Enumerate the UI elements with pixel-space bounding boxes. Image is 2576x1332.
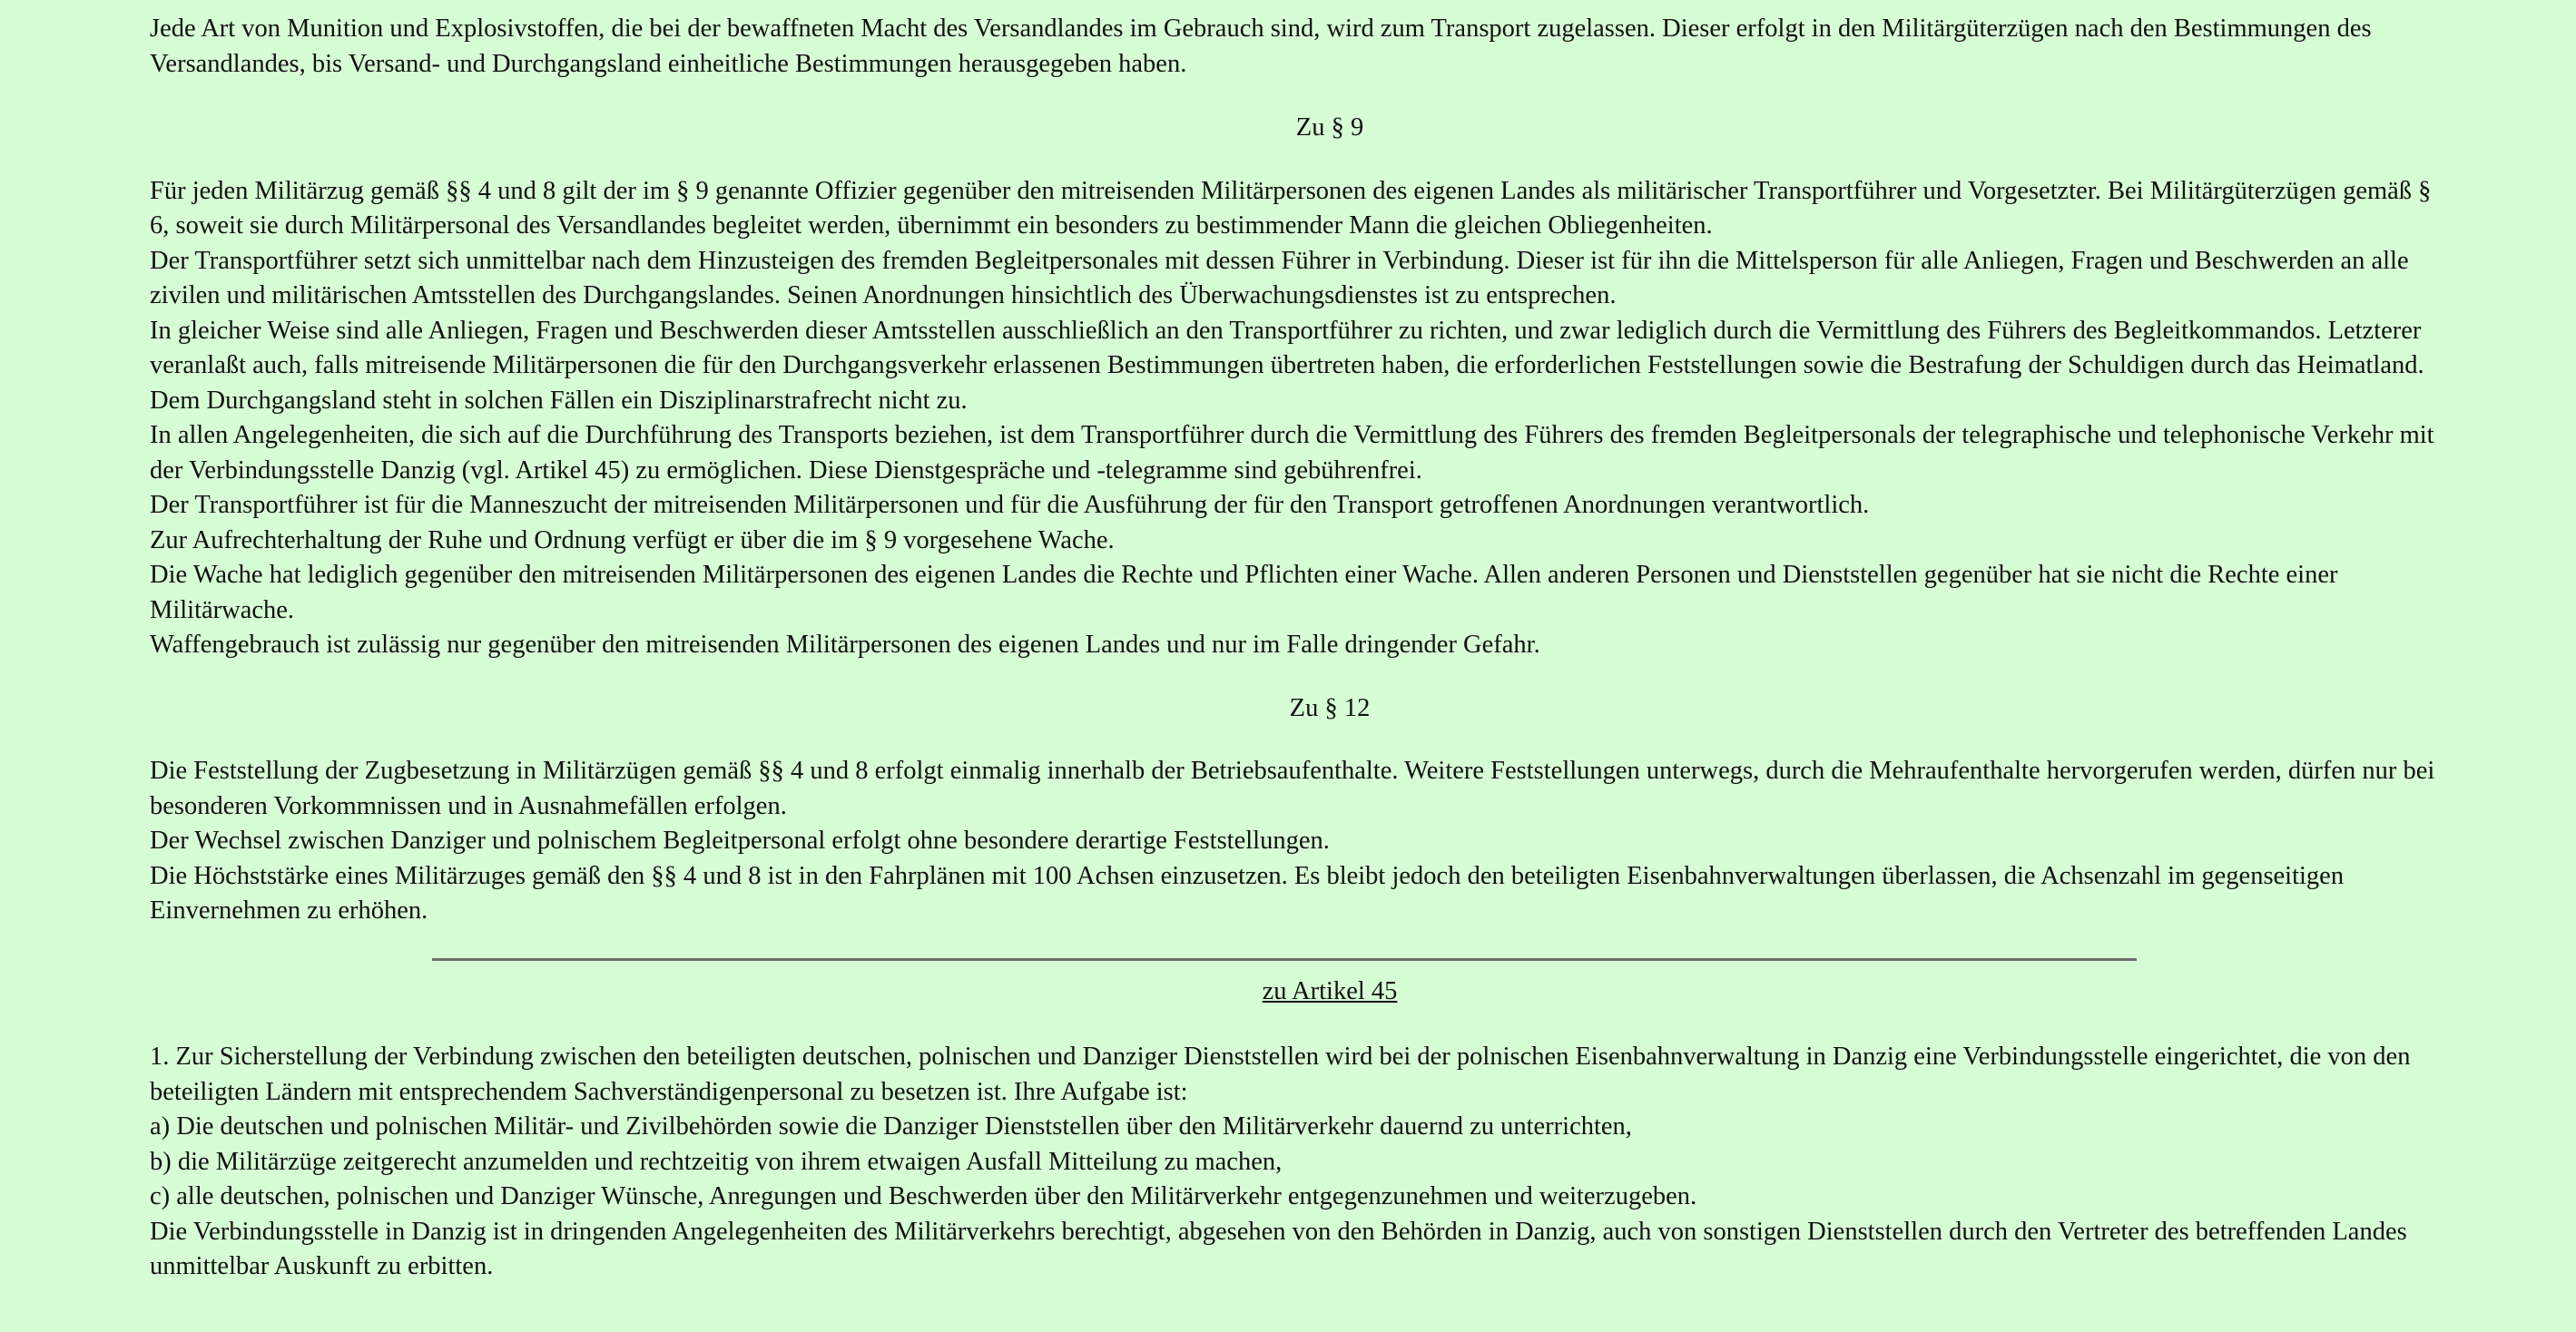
paragraph: Der Wechsel zwischen Danziger und polnischem Begleitpersonal erfolgt ohne besondere derartige Feststellungen.	[150, 827, 1330, 855]
paragraph: Zur Aufrechterhaltung der Ruhe und Ordnung verfügt er über die im § 9 vorgesehene Wache.	[150, 525, 1115, 554]
section-12-body	[150, 754, 2437, 929]
paragraph: Die Verbindungsstelle in Danzig ist in dringenden Angelegenheiten des Militärverkehrs berechtigt, abgesehen von den Behörden in Danzig, auch von sonstigen Dienststellen durch den Vertreter des betreffenden Landes unmittelbar Auskunft zu erbitten.	[150, 1217, 2407, 1280]
document-body	[150, 12, 2437, 1285]
list-item: b) die Militärzüge zeitgerecht anzumelden und rechtzeitig von ihrem etwaigen Ausfall Mitteilung zu machen,	[150, 1147, 1283, 1176]
paragraph: Der Transportführer ist für die Manneszucht der mitreisenden Militärpersonen und für die Ausführung der für den Transport getroffenen Anordnungen verantwortlich.	[150, 491, 1870, 519]
intro-paragraph: Jede Art von Munition und Explosivstoffen, die bei der bewaffneten Macht des Versandlandes im Gebrauch sind, wird zum Transport zugelassen. Dieser erfolgt in den Militärgüterzügen nach den Bestimmungen des Versandlandes, bis Versand- und Durchgangsland einheitliche Bestimmungen herausgegeben haben.	[150, 15, 2372, 78]
paragraph: In gleicher Weise sind alle Anliegen, Fragen und Beschwerden dieser Amtsstellen ausschließlich an den Transportführer zu richten, und zwar lediglich durch die Vermittlung des Führers des Begleitkommandos. Letzterer veranlaßt auch, falls mitreisende Militärpersonen die für den Durchgangsverkehr erlassenen Bestimmungen übertreten haben, die erforderlichen Feststellungen sowie die Bestrafung der Schuldigen durch das Heimatland.	[150, 316, 2424, 379]
paragraph: Dem Durchgangsland steht in solchen Fällen ein Disziplinarstrafrecht nicht zu.	[150, 386, 968, 415]
paragraph: Die Wache hat lediglich gegenüber den mitreisenden Militärpersonen des eigenen Landes die Rechte und Pflichten einer Wache. Allen anderen Personen und Dienststellen gegenüber hat sie nicht die Rechte einer Militärwache.	[150, 561, 2338, 624]
section-heading-9: Zu § 9	[1295, 113, 1364, 142]
paragraph: Für jeden Militärzug gemäß §§ 4 und 8 gilt der im § 9 genannte Offizier gegenüber den mitreisenden Militärpersonen des eigenen Landes als militärischer Transportführer und Vorgesetzter. Bei Militärgüterzügen gemäß § 6, soweit sie durch Militärpersonal des Versandlandes begleitet werden, übernimmt ein besonders zu bestimmender Mann die gleichen Obliegenheiten.	[150, 176, 2432, 240]
article-45-body	[150, 1040, 2437, 1285]
list-item: a) Die deutschen und polnischen Militär- und Zivilbehörden sowie die Danziger Dienststellen über den Militärverkehr dauernd zu unterrichten,	[150, 1112, 1632, 1141]
section-9-body	[150, 174, 2437, 663]
paragraph: Die Feststellung der Zugbesetzung in Militärzügen gemäß §§ 4 und 8 erfolgt einmalig innerhalb der Betriebsaufenthalte. Weitere Feststellungen unterwegs, durch die Mehraufenthalte hervorgerufen werden, dürfen nur bei besonderen Vorkommnissen und in Ausnahmefällen erfolgen.	[150, 757, 2435, 820]
paragraph: Waffengebrauch ist zulässig nur gegenüber den mitreisenden Militärpersonen des eigenen Landes und nur im Falle dringender Gefahr.	[150, 631, 1540, 659]
paragraph: 1. Zur Sicherstellung der Verbindung zwischen den beteiligten deutschen, polnischen und Danziger Dienststellen wird bei der polnischen Eisenbahnverwaltung in Danzig eine Verbindungsstelle eingerichtet, die von den beteiligten Ländern mit entsprechendem Sachverständigenpersonal zu besetzen ist. Ihre Aufgabe ist:	[150, 1043, 2411, 1106]
article-45-link[interactable]: zu Artikel 45	[1262, 976, 1398, 1005]
section-heading-12: Zu § 12	[1289, 693, 1371, 722]
list-item: c) alle deutschen, polnischen und Danziger Wünsche, Anregungen und Beschwerden über den Militärverkehr entgegenzunehmen und weiterzugeben.	[150, 1182, 1697, 1210]
paragraph: Die Höchststärke eines Militärzuges gemäß den §§ 4 und 8 ist in den Fahrplänen mit 100 Achsen einzusetzen. Es bleibt jedoch den beteiligten Eisenbahnverwaltungen überlassen, die Achsenzahl im gegenseitigen Einvernehmen zu erhöhen.	[150, 861, 2345, 925]
horizontal-divider	[432, 958, 2137, 961]
paragraph: Der Transportführer setzt sich unmittelbar nach dem Hinzusteigen des fremden Begleitpersonales mit dessen Führer in Verbindung. Dieser ist für ihn die Mittelsperson für alle Anliegen, Fragen und Beschwerden an alle zivilen und militärischen Amtsstellen des Durchgangslandes. Seinen Anordnungen hinsichtlich des Überwachungsdienstes ist zu entsprechen.	[150, 246, 2409, 309]
paragraph: In allen Angelegenheiten, die sich auf die Durchführung des Transports beziehen, ist dem Transportführer durch die Vermittlung des Führers des fremden Begleitpersonals der telegraphische und telephonische Verkehr mit der Verbindungsstelle Danzig (vgl. Artikel 45) zu ermöglichen. Diese Dienstgespräche und -telegramme sind gebührenfrei.	[150, 421, 2434, 485]
